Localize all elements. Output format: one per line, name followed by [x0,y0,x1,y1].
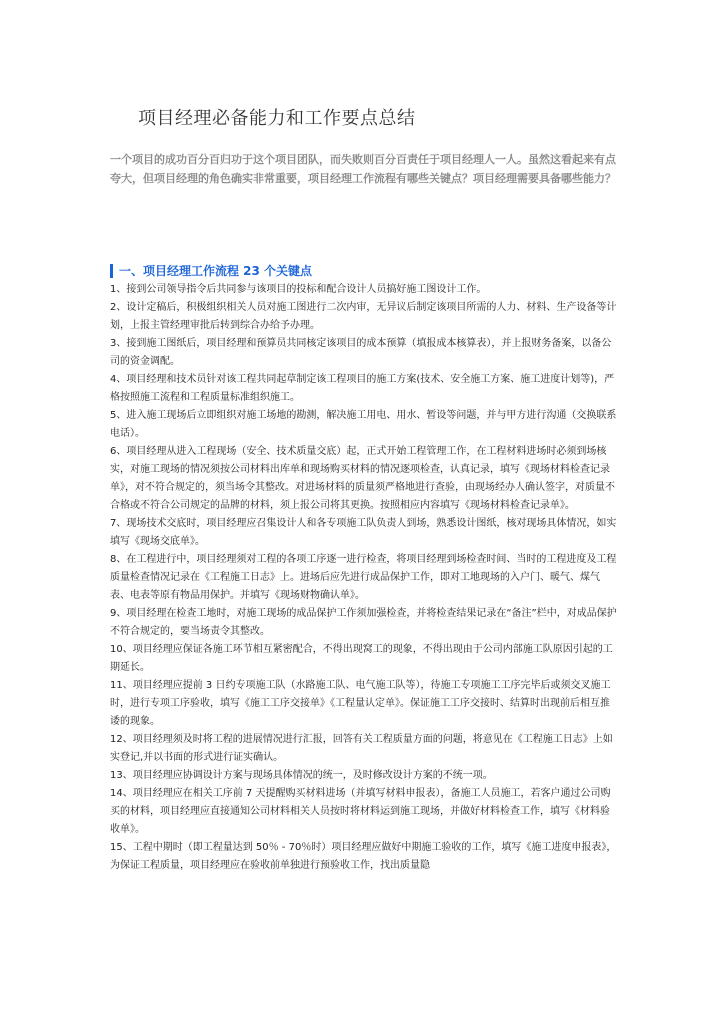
list-item: 7、现场技术交底时，项目经理应召集设计人和各专项施工队负责人到场，熟悉设计图纸，核对现场具体情况，如实填写《现场交底单》。 [110,518,617,547]
list-item: 9、项目经理在检查工地时，对施工现场的成品保护工作须加强检查，并将检查结果记录在“备注”栏中，对成品保护不符合规定的，要当场责令其整改。 [110,608,617,637]
list-item: 10、项目经理应保证各施工环节相互紧密配合，不得出现窝工的现象，不得出现由于公司内部施工队原因引起的工期延长。 [110,644,613,673]
section-marker-bar [110,264,113,278]
section-heading [110,262,312,279]
list-item: 8、在工程进行中，项目经理须对工程的各项工序逐一进行检查，将项目经理到场检查时间、当时的工程进度及工程质量检查情况记录在《工程施工日志》上。进场后应先进行成品保护工作，即对工地现场的入户门、暖气、煤气表、电表等原有物品用保护。并填写《现场财物确认单》。 [110,554,617,601]
list-item: 11、项目经理应提前 3 日约专项施工队（水路施工队、电气施工队等），待施工专项施工工序完毕后或须交叉施工时，进行专项工序验收，填写《施工工序交接单》《工程量认定单》。保证施工工序交接时、结算时出现前后相互推诿的现象。 [110,680,611,727]
page-title: 项目经理必备能力和工作要点总结 [138,108,416,129]
list-item: 3、接到施工图纸后，项目经理和预算员共同核定该项目的成本预算（填报成本核算表），并上报财务备案，以备公司的资金调配。 [110,338,612,367]
list-item: 14、项目经理应在相关工序前 7 天提醒购买材料进场（并填写材料申报表），备施工人员施工，若客户通过公司购买的材料，项目经理应直接通知公司材料相关人员按时将材料运到施工现场，并做好材料检查工作，填写《材料验收单》。 [110,788,611,835]
list-item: 4、项目经理和技术员针对该工程共同起草制定该工程项目的施工方案(技术、安全施工方案、施工进度计划等)，严格按照施工流程和工程质量标准组织施工。 [110,374,615,403]
list-item: 5、进入施工现场后立即组织对施工场地的勘测，解决施工用电、用水、暂设等问题，并与甲方进行沟通（交换联系电话）。 [110,410,617,439]
list-item: 15、工程中期时（即工程量达到 50％ - 70％时）项目经理应做好中期施工验收的工作，填写《施工进度申报表》，为保证工程质量，项目经理应在验收前单独进行预验收工作，找出质量隐 [110,842,617,871]
list-item: 6、项目经理从进入工程现场（安全、技术质量交底）起，正式开始工程管理工作，在工程材料进场时必须到场核实，对施工现场的情况须按公司材料出库单和现场购买材料的情况逐项检查，认真记录，填写《现场材料检查记录单》，对不符合规定的，须当场令其整改。对进场材料的质量须严格地进行查验，由现场经办人确认签字，对质量不合格或不符合公司规定的品牌的材料，须上报公司将其更换。按照相应内容填写《现场材料检查记录单》。 [110,446,615,511]
list-item: 12、项目经理须及时将工程的进展情况进行汇报，回答有关工程质量方面的问题，将意见在《工程施工日志》上如实登记,并以书面的形式进行证实确认。 [110,734,613,763]
section-heading-text: 一、项目经理工作流程 23 个关键点 [119,264,313,278]
list-item: 1、接到公司领导指令后共同参与该项目的投标和配合设计人员搞好施工图设计工作。 [110,284,487,295]
intro-paragraph: 一个项目的成功百分百归功于这个项目团队，而失败则百分百责任于项目经理人一人。虽然这看起来有点夸大，但项目经理的角色确实非常重要，项目经理工作流程有哪些关键点？项目经理需要具备哪些能力？ [110,153,616,185]
section-body [110,281,618,875]
list-item: 13、项目经理应协调设计方案与现场具体情况的统一，及时修改设计方案的不统一项。 [110,770,493,781]
list-item: 2、设计定稿后，积极组织相关人员对施工图进行二次内审，无异议后制定该项目所需的人力、材料、生产设备等计划，上报主管经理审批后转到综合办给予办理。 [110,302,617,331]
